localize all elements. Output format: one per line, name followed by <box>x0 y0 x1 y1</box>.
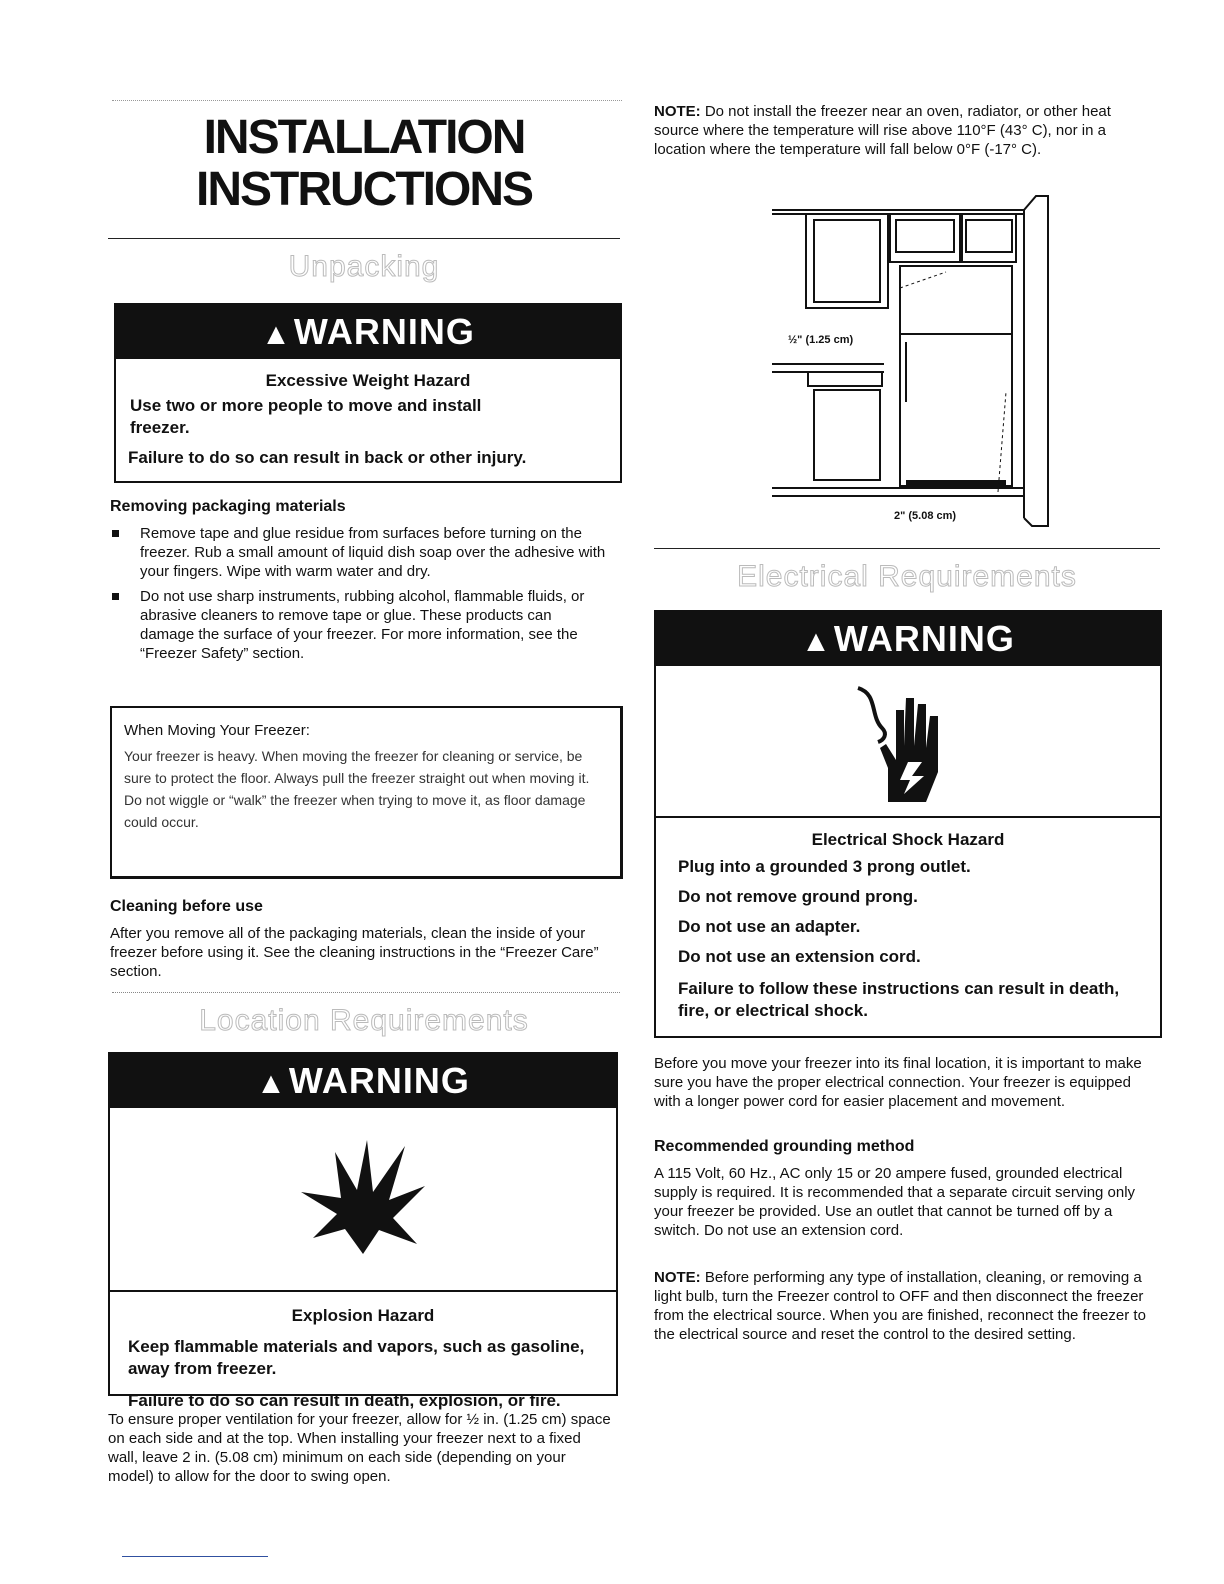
footer-rule <box>122 1556 268 1557</box>
packaging-bullets <box>108 524 608 669</box>
location-rule <box>112 992 620 993</box>
warning-line: Keep flammable materials and vapors, such as gasoline, away from freezer. <box>128 1337 585 1378</box>
cleaning-heading: Cleaning before use <box>110 898 263 915</box>
warning-line: Plug into a grounded 3 prong outlet. <box>678 857 971 876</box>
warning-banner: ▲WARNING <box>116 305 620 359</box>
warning-banner: ▲WARNING <box>110 1054 616 1108</box>
weight-hazard-warning <box>114 303 622 483</box>
warning-line: Failure to do so can result in back or other injury. <box>128 448 527 467</box>
warning-line: Use two or more people to move and install <box>130 396 482 415</box>
warning-triangle-icon: ▲ <box>801 625 832 658</box>
grounding-body: A 115 Volt, 60 Hz., AC only 15 or 20 ampere fused, grounded electrical supply is required. It is recommended that a separate circuit serving only your freezer be provided. Use an outlet that cannot be turned off by a switch. Do not use an extension cord. <box>654 1165 1136 1239</box>
explosion-icon <box>110 1108 616 1290</box>
moving-freezer-body: Your freezer is heavy. When moving the freezer for cleaning or service, be sure to protect the floor. Always pull the freezer straight out when moving it. Do not wiggle or “walk” the freezer when trying to move it, as floor damage could occur. <box>124 748 590 830</box>
warning-divider <box>656 816 1160 818</box>
disconnect-note: NOTE: Before performing any type of installation, cleaning, or removing a light bulb, turn the Freezer control to OFF and then disconnect the freezer from the electrical source. When you are finished, reconnect the freezer to the electrical source and reset the control to the desired setting. <box>654 1269 1146 1343</box>
hazard-title: Explosion Hazard <box>291 1306 435 1325</box>
side-clearance-label: 2" (5.08 cm) <box>894 510 957 522</box>
top-dotted-rule <box>112 100 622 101</box>
title-rule <box>108 238 620 239</box>
top-clearance-label: ½" (1.25 cm) <box>788 334 854 346</box>
warning-triangle-icon: ▲ <box>256 1067 287 1100</box>
warning-line: Do not remove ground prong. <box>678 887 918 906</box>
removing-packaging-heading: Removing packaging materials <box>110 498 346 515</box>
list-item: Remove tape and glue residue from surfaces before turning on the freezer. Rub a small amount of liquid dish soap over the adhesive with your fingers. Wipe with warm water and dry. <box>108 524 608 581</box>
cleaning-body: After you remove all of the packaging materials, clean the inside of your freezer before using it. See the cleaning instructions in the “Freezer Care” section. <box>110 925 599 980</box>
moving-freezer-title: When Moving Your Freezer: <box>124 722 310 739</box>
hazard-title: Electrical Shock Hazard <box>811 830 1005 849</box>
warning-banner: ▲WARNING <box>656 612 1160 666</box>
grounding-heading: Recommended grounding method <box>654 1138 915 1155</box>
list-item: Do not use sharp instruments, rubbing alcohol, flammable fluids, or abrasive cleaners to remove tape or glue. These products can damage the surface of your freezer. For more information, see the “Freezer Safety” section. <box>108 587 608 663</box>
temperature-note: NOTE: Do not install the freezer near an oven, radiator, or other heat source where the temperature will rise above 110°F (43° C), nor in a location where the temperature will fall below 0°F (-17° C). <box>654 103 1111 158</box>
warning-line: Failure to do so can result in death, explosion, or fire. <box>128 1391 561 1410</box>
electrical-rule <box>654 548 1160 549</box>
warning-triangle-icon: ▲ <box>261 318 292 351</box>
electrical-intro: Before you move your freezer into its final location, it is important to make sure you have the proper electrical connection. Your freezer is equipped with a longer power cord for easier placement and movement. <box>654 1055 1142 1110</box>
warning-line: Failure to follow these instructions can result in death, fire, or electrical shock. <box>678 979 1120 1020</box>
warning-line: freezer. <box>130 418 190 437</box>
electric-shock-hand-icon <box>656 666 1160 816</box>
moving-freezer-box <box>110 706 623 879</box>
section-title-unpacking: Unpacking <box>288 250 440 283</box>
hazard-title: Excessive Weight Hazard <box>265 371 471 390</box>
warning-divider <box>110 1290 616 1292</box>
installation-clearance-diagram <box>766 192 1052 528</box>
warning-line: Do not use an extension cord. <box>678 947 921 966</box>
section-title-location: Location Requirements <box>199 1004 529 1037</box>
electrical-hazard-warning <box>654 610 1162 1038</box>
ventilation-text: To ensure proper ventilation for your freezer, allow for ½ in. (1.25 cm) space on each side and at the top. When installing your freezer next to a fixed wall, leave 2 in. (5.08 cm) minimum on each side (depending on your model) to allow for the door to swing open. <box>108 1411 611 1485</box>
warning-line: Do not use an adapter. <box>678 917 861 936</box>
section-title-electrical: Electrical Requirements <box>737 560 1077 593</box>
page-title: INSTALLATION INSTRUCTIONS <box>196 111 532 216</box>
explosion-hazard-warning <box>108 1052 618 1410</box>
